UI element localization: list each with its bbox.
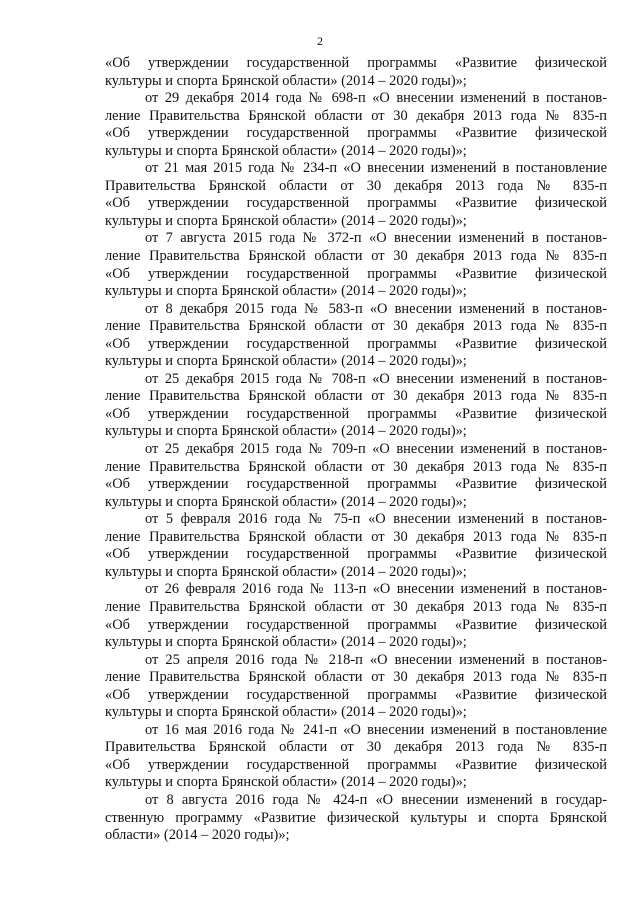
text-line: от 8 августа 2016 года № 424-п «О внесении изменений в государ- xyxy=(145,791,607,808)
text-line: «Об утверждении государственной программы «Развитие физической xyxy=(105,756,607,773)
text-line: «Об утверждении государственной программы «Развитие физической xyxy=(105,546,607,563)
paragraph xyxy=(105,371,607,441)
text-line: от 26 февраля 2016 года № 113-п «О внесении изменений в постанов- xyxy=(145,581,607,598)
text-line: ление Правительства Брянской области от 30 декабря 2013 года № 835-п xyxy=(105,458,607,475)
text-line: от 7 августа 2015 года № 372-п «О внесении изменений в постанов- xyxy=(145,230,607,247)
text-line: «Об утверждении государственной программы «Развитие физической xyxy=(105,405,607,422)
text-line: от 16 мая 2016 года № 241-п «О внесении изменений в постановление xyxy=(145,721,607,738)
text-line: ление Правительства Брянской области от 30 декабря 2013 года № 835-п xyxy=(105,528,607,545)
text-line: «Об утверждении государственной программы «Развитие физической xyxy=(105,686,607,703)
text-line: ление Правительства Брянской области от 30 декабря 2013 года № 835-п xyxy=(105,669,607,686)
text-line: культуры и спорта Брянской области» (2014 – 2020 годы)»; xyxy=(105,774,467,791)
paragraph xyxy=(105,652,607,722)
text-line: от 21 мая 2015 года № 234-п «О внесении изменений в постановление xyxy=(145,160,607,177)
text-line: культуры и спорта Брянской области» (2014 – 2020 годы)»; xyxy=(105,142,467,159)
paragraph xyxy=(105,301,607,371)
text-line: области» (2014 – 2020 годы)»; xyxy=(105,827,290,844)
text-line: ление Правительства Брянской области от 30 декабря 2013 года № 835-п xyxy=(105,248,607,265)
text-line: культуры и спорта Брянской области» (2014 – 2020 годы)»; xyxy=(105,704,467,721)
paragraph xyxy=(105,792,607,845)
text-line: «Об утверждении государственной программы «Развитие физической xyxy=(105,616,607,633)
text-line: культуры и спорта Брянской области» (2014 – 2020 годы)»; xyxy=(105,72,467,89)
text-line: культуры и спорта Брянской области» (2014 – 2020 годы)»; xyxy=(105,353,467,370)
text-line: культуры и спорта Брянской области» (2014 – 2020 годы)»; xyxy=(105,493,467,510)
paragraph xyxy=(105,722,607,792)
text-line: культуры и спорта Брянской области» (2014 – 2020 годы)»; xyxy=(105,634,467,651)
text-line: от 25 апреля 2016 года № 218-п «О внесении изменений в постанов- xyxy=(145,651,607,668)
text-line: «Об утверждении государственной программы «Развитие физической xyxy=(105,476,607,493)
document-body xyxy=(105,55,607,845)
page-number: 2 xyxy=(317,34,323,48)
paragraph xyxy=(105,230,607,300)
text-line: от 29 декабря 2014 года № 698-п «О внесении изменений в постанов- xyxy=(145,90,607,107)
text-line: от 25 декабря 2015 года № 708-п «О внесении изменений в постанов- xyxy=(145,370,607,387)
text-line: Правительства Брянской области от 30 декабря 2013 года № 835-п xyxy=(105,739,607,756)
text-line: «Об утверждении государственной программы «Развитие физической xyxy=(105,125,607,142)
paragraph xyxy=(105,160,607,230)
text-line: культуры и спорта Брянской области» (2014 – 2020 годы)»; xyxy=(105,423,467,440)
text-line: от 8 декабря 2015 года № 583-п «О внесении изменений в постанов- xyxy=(145,300,607,317)
text-line: ственную программу «Развитие физической культуры и спорта Брянской xyxy=(105,809,607,826)
text-line: культуры и спорта Брянской области» (2014 – 2020 годы)»; xyxy=(105,212,467,229)
text-line: ление Правительства Брянской области от 30 декабря 2013 года № 835-п xyxy=(105,598,607,615)
text-line: от 25 декабря 2015 года № 709-п «О внесении изменений в постанов- xyxy=(145,441,607,458)
paragraph xyxy=(105,441,607,511)
text-line: ление Правительства Брянской области от 30 декабря 2013 года № 835-п xyxy=(105,388,607,405)
text-line: ление Правительства Брянской области от 30 декабря 2013 года № 835-п xyxy=(105,318,607,335)
text-line: «Об утверждении государственной программы «Развитие физической xyxy=(105,55,607,71)
text-line: «Об утверждении государственной программы «Развитие физической xyxy=(105,335,607,352)
text-line: Правительства Брянской области от 30 декабря 2013 года № 835-п xyxy=(105,177,607,194)
paragraph xyxy=(105,55,607,90)
text-line: ление Правительства Брянской области от 30 декабря 2013 года № 835-п xyxy=(105,107,607,124)
text-line: культуры и спорта Брянской области» (2014 – 2020 годы)»; xyxy=(105,283,467,300)
paragraph xyxy=(105,511,607,581)
text-line: от 5 февраля 2016 года № 75-п «О внесении изменений в постанов- xyxy=(145,511,607,528)
text-line: культуры и спорта Брянской области» (2014 – 2020 годы)»; xyxy=(105,563,467,580)
paragraph xyxy=(105,90,607,160)
text-line: «Об утверждении государственной программы «Развитие физической xyxy=(105,195,607,212)
paragraph xyxy=(105,581,607,651)
text-line: «Об утверждении государственной программы «Развитие физической xyxy=(105,265,607,282)
